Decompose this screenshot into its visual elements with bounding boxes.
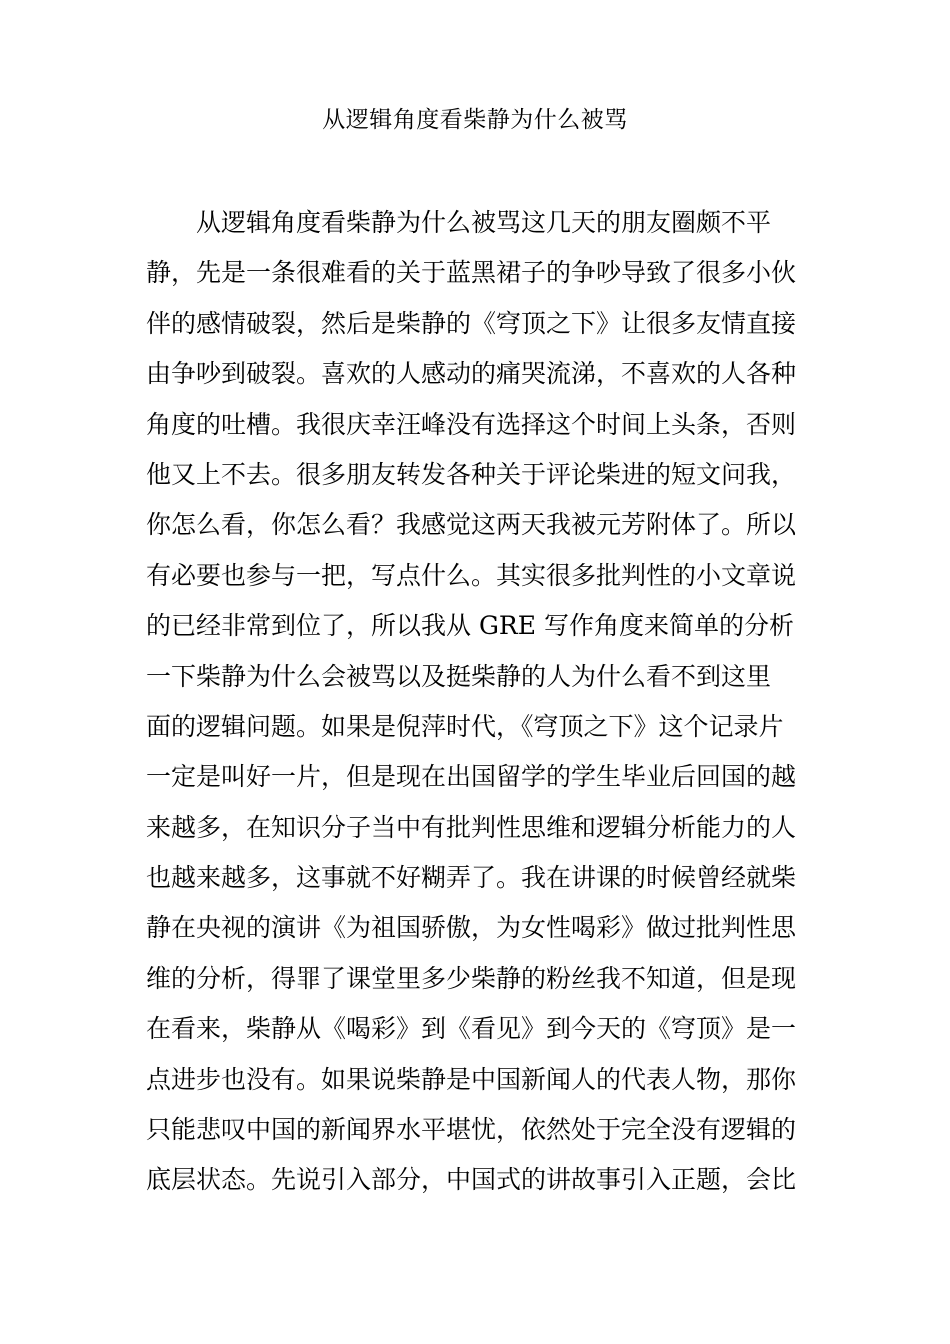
body-line: 在看来，柴静从《喝彩》到《看见》到今天的《穹顶》是一	[146, 1014, 797, 1044]
body-line: 有必要也参与一把，写点什么。其实很多批判性的小文章说	[146, 560, 797, 590]
document-title: 从逻辑角度看柴静为什么被骂	[322, 107, 628, 133]
body-line: 静，先是一条很难看的关于蓝黑裙子的争吵导致了很多小伙	[146, 258, 797, 288]
body-line: 维的分析，得罪了课堂里多少柴静的粉丝我不知道，但是现	[146, 963, 797, 993]
body-line: 也越来越多，这事就不好糊弄了。我在讲课的时候曾经就柴	[146, 863, 797, 893]
body-line: 从逻辑角度看柴静为什么被骂这几天的朋友圈颇不平	[196, 208, 772, 237]
body-line: 底层状态。先说引入部分，中国式的讲故事引入正题，会比	[146, 1165, 797, 1195]
body-line: 由争吵到破裂。喜欢的人感动的痛哭流涕，不喜欢的人各种	[146, 359, 797, 389]
body-line: 你怎么看，你怎么看？我感觉这两天我被元芳附体了。所以	[146, 510, 797, 540]
body-line: 的已经非常到位了，所以我从 GRE 写作角度来简单的分析	[146, 611, 794, 641]
body-line: 静在央视的演讲《为祖国骄傲，为女性喝彩》做过批判性思	[146, 913, 797, 943]
body-line: 角度的吐槽。我很庆幸汪峰没有选择这个时间上头条，否则	[146, 409, 797, 439]
body-line: 点进步也没有。如果说柴静是中国新闻人的代表人物，那你	[146, 1064, 797, 1094]
body-line: 一定是叫好一片，但是现在出国留学的学生毕业后回国的越	[146, 762, 797, 792]
body-line: 面的逻辑问题。如果是倪萍时代，《穹顶之下》这个记录片	[146, 711, 784, 741]
body-line: 伴的感情破裂，然后是柴静的《穹顶之下》让很多友情直接	[146, 308, 797, 338]
body-line: 来越多，在知识分子当中有批判性思维和逻辑分析能力的人	[146, 812, 797, 842]
body-line: 只能悲叹中国的新闻界水平堪忧，依然处于完全没有逻辑的	[146, 1115, 797, 1145]
body-line: 他又上不去。很多朋友转发各种关于评论柴进的短文问我，	[146, 459, 797, 489]
body-line: 一下柴静为什么会被骂以及挺柴静的人为什么看不到这里	[146, 661, 772, 691]
document-body	[146, 198, 808, 1206]
